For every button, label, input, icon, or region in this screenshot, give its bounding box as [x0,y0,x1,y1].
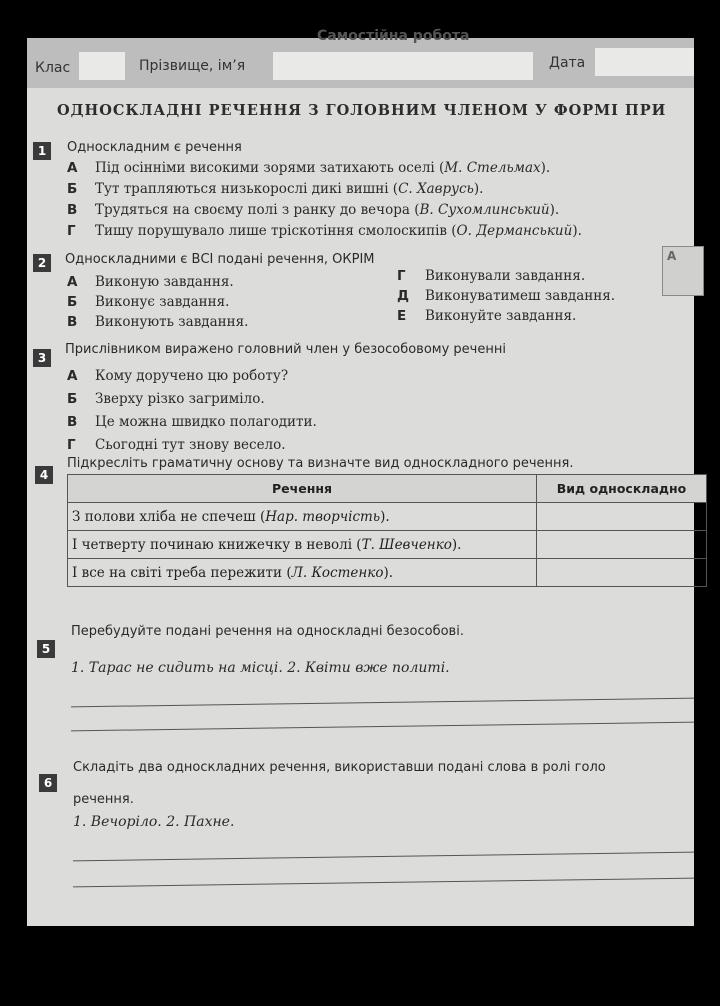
sentence-cell [68,531,537,559]
option-letter: Г [397,268,406,284]
answer-option[interactable] [397,268,585,284]
answer-line[interactable] [71,722,694,732]
sentence-text: І все на світі треба пережити ( [72,564,292,581]
option-end: ). [473,181,484,197]
question-text-cont: речення. [73,792,134,807]
answer-option[interactable] [67,223,582,239]
option-letter: В [67,202,78,218]
column-header: Речення [68,475,537,503]
option-author: О. Дерманський [456,223,573,239]
sentence-end: ). [451,536,462,553]
option-text: Під осінніми високими зорями затихають оселі ( [95,160,445,176]
question-number: 3 [33,349,51,367]
option-text: Виконую завдання. [95,274,234,290]
option-letter: А [67,274,78,290]
option-letter: Е [397,308,407,324]
option-letter: Д [397,288,410,304]
sentence-text: І четверту починаю книжечку в неволі ( [72,536,362,553]
option-text: Тут трапляються низькорослі дикі вишні ( [95,181,399,197]
question-number: 6 [39,774,57,792]
table-row [68,531,707,559]
option-letter: Б [67,294,78,310]
sentence-cell [68,559,537,587]
question-items: 1. Тарас не сидить на місці. 2. Квіти вже политі. [71,660,450,676]
header-bar [27,28,694,88]
sentence-end: ). [383,564,394,581]
question-text: Прислівником виражено головний член у безособовому реченні [65,342,506,357]
table-row [68,559,707,587]
type-answer-cell[interactable] [537,531,707,559]
answer-option[interactable] [67,274,234,290]
option-letter: Г [67,437,76,453]
option-text: Сьогодні тут знову весело. [95,437,286,453]
answer-line[interactable] [71,698,694,708]
answer-option[interactable] [67,437,286,453]
answer-option[interactable] [67,368,288,384]
option-text: Кому доручено цю роботу? [95,368,289,384]
type-answer-cell[interactable] [537,503,707,531]
answer-line[interactable] [73,878,694,888]
option-end: ). [549,202,560,218]
question-text: Односкладним є речення [67,140,242,155]
answer-option[interactable] [67,181,483,197]
option-letter: Б [67,391,78,407]
option-letter: В [67,314,78,330]
cut-title: Самостійна робота [317,28,470,44]
option-text: Виконують завдання. [95,314,249,330]
name-field[interactable] [273,52,533,80]
option-end: ). [572,223,582,239]
sentence-source: Л. Костенко [291,564,384,581]
option-letter: Г [67,223,76,239]
option-text: Трудяться на своєму полі з ранку до вечора ( [95,202,420,218]
option-letter: Б [67,181,78,197]
answer-option[interactable] [67,160,550,176]
option-text: Виконуватимеш завдання. [425,288,616,304]
question-text: Підкресліть граматичну основу та визначте вид односкладного речення. [67,456,574,471]
sentence-source: Т. Шевченко [361,536,452,553]
answer-box[interactable] [662,246,704,296]
answer-option[interactable] [67,294,229,310]
option-letter: А [67,368,78,384]
answer-option[interactable] [397,308,576,324]
answer-option[interactable] [67,202,559,218]
option-author: В. Сухомлинський [419,202,550,218]
option-author: М. Стельмах [444,160,541,176]
date-label: Дата [549,55,586,71]
answer-box-label: А [667,249,677,263]
name-label: Прізвище, ім’я [139,58,246,74]
sentence-text: З полови хліба не спечеш ( [72,508,266,525]
question-text: Перебудуйте подані речення на односкладні безособові. [71,624,464,639]
option-end: ). [540,160,551,176]
option-text: Це можна швидко полагодити. [95,414,317,430]
option-author: С. Хаврусь [398,181,474,197]
sentence-table [67,474,707,587]
answer-option[interactable] [67,414,317,430]
worksheet-page [27,28,694,926]
option-text: Зверху різко загриміло. [95,391,265,407]
class-field[interactable] [79,52,125,80]
answer-option[interactable] [67,391,265,407]
option-text: Тишу порушувало лише тріскотіння смолоскипів ( [95,223,457,239]
table-row [68,503,707,531]
type-answer-cell[interactable] [537,559,707,587]
question-number: 4 [35,466,53,484]
answer-option[interactable] [397,288,615,304]
class-label: Клас [35,60,71,76]
question-number: 5 [37,640,55,658]
question-text: Складіть два односкладних речення, використавши подані слова в ролі голо [73,760,606,775]
option-text: Виконуйте завдання. [425,308,577,324]
option-letter: А [67,160,78,176]
option-letter: В [67,414,78,430]
question-number: 2 [33,254,51,272]
question-text: Односкладними є ВСІ подані речення, ОКРІМ [65,252,375,267]
answer-option[interactable] [67,314,248,330]
column-header: Вид односкладно [537,475,707,503]
question-number: 1 [33,142,51,160]
sentence-end: ). [380,508,390,525]
date-field[interactable] [595,48,694,76]
sentence-source: Нар. творчість [265,508,381,525]
sentence-cell [68,503,537,531]
page-title: ОДНОСКЛАДНІ РЕЧЕННЯ З ГОЛОВНИМ ЧЛЕНОМ У ФОРМІ ПРИ [57,102,667,119]
answer-line[interactable] [73,852,694,862]
question-items: 1. Вечоріло. 2. Пахне. [73,814,235,830]
option-text: Виконували завдання. [425,268,586,284]
option-text: Виконує завдання. [95,294,230,310]
